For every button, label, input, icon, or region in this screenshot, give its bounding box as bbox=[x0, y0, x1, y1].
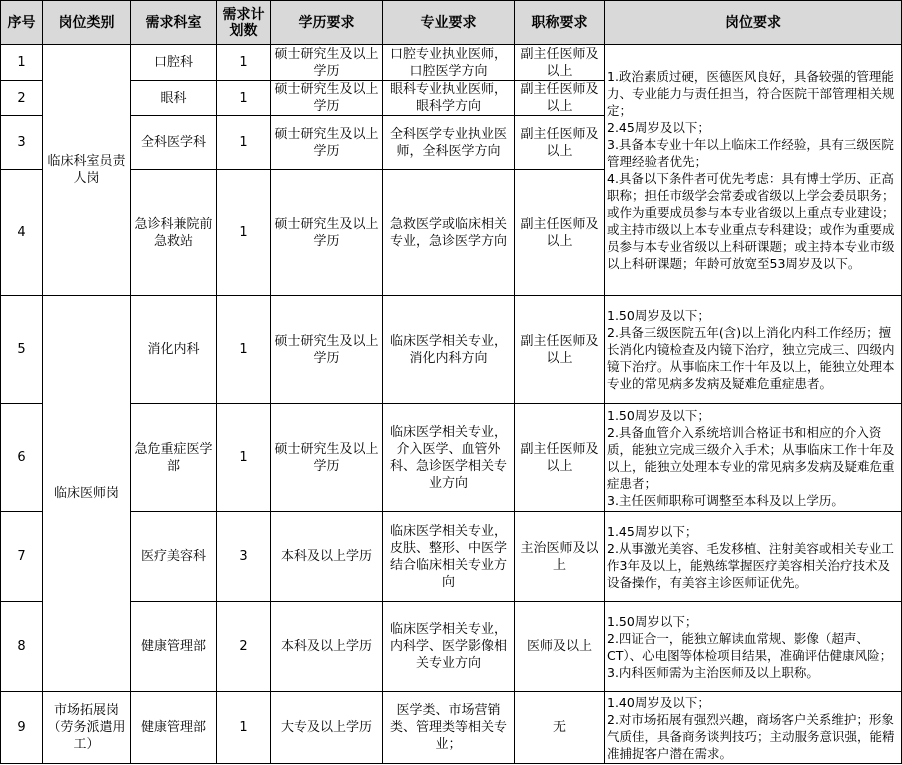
cell-title: 副主任医师及以上 bbox=[515, 296, 605, 404]
req-line: 2.具备三级医院五年(含)以上消化内科工作经历；擅长消化内镜检查及内镜下治疗，独立完成三、四级内镜下治疗。从事临床工作十年及以上，能独立处理本专业的常见病多发病及疑难危重症患者。 bbox=[607, 325, 895, 391]
cell-num: 1 bbox=[217, 404, 271, 512]
table-row bbox=[1, 602, 902, 692]
category-cell: 市场拓展岗（劳务派遣用工） bbox=[43, 692, 131, 764]
req-line: 1.50周岁及以下； bbox=[607, 407, 710, 423]
cell-edu: 本科及以上学历 bbox=[271, 602, 383, 692]
cell-no: 8 bbox=[1, 602, 43, 692]
cell-dept: 急诊科兼院前急救站 bbox=[131, 170, 217, 296]
req-line: 2.从事激光美容、毛发移植、注射美容或相关专业工作3年及以上，能熟练掌握医疗美容相关治疗技术及设备操作，有美容主诊医师证优先。 bbox=[607, 540, 894, 590]
cell-major: 临床医学相关专业，内科学、医学影像相关专业方向 bbox=[383, 602, 515, 692]
header-category: 岗位类别 bbox=[43, 1, 131, 45]
table-row bbox=[1, 692, 902, 764]
cell-title: 副主任医师及以上 bbox=[515, 404, 605, 512]
req-line: 2.具备血管介入系统培训合格证书和相应的介入资质，能独立完成三级介入手术；从事临床工作十年及以上，能独立处理本专业的常见病多发病及疑难危重症患者； bbox=[607, 424, 895, 491]
cell-major: 临床医学相关专业，介入医学、血管外科、急诊医学相关专业方向 bbox=[383, 404, 515, 512]
cell-no: 9 bbox=[1, 692, 43, 764]
cell-edu: 硕士研究生及以上学历 bbox=[271, 116, 383, 170]
table-row bbox=[1, 296, 902, 404]
cell-edu: 硕士研究生及以上学历 bbox=[271, 404, 383, 512]
cell-no: 4 bbox=[1, 170, 43, 296]
req-line: 1.50周岁以下； bbox=[607, 613, 698, 629]
cell-no: 7 bbox=[1, 512, 43, 602]
cell-num: 3 bbox=[217, 512, 271, 602]
req-line: 4.具备以下条件者可优先考虑：具有博士学历、正高职称；担任市级学会常委或省级以上学会委员职务；或作为重要成员参与本专业省级以上重点专业建设；或主持市级以上本专业重点专科建设；或作为重要成员参与本专业省级以上科研课题；或主持本专业市级以上科研课题；年龄可放宽至53周岁及以下。 bbox=[607, 171, 895, 271]
cell-num: 1 bbox=[217, 692, 271, 764]
header-edu: 学历要求 bbox=[271, 1, 383, 45]
header-title: 职称要求 bbox=[515, 1, 605, 45]
req-line: 1.50周岁及以下； bbox=[607, 308, 710, 323]
requirements-cell bbox=[605, 602, 902, 692]
cell-title: 主治医师及以上 bbox=[515, 512, 605, 602]
table-row bbox=[1, 404, 902, 512]
cell-num: 1 bbox=[217, 116, 271, 170]
table-row bbox=[1, 45, 902, 81]
req-line: 3.具备本专业十年以上临床工作经验，具有三级医院管理经验者优先； bbox=[607, 137, 894, 169]
header-req: 岗位要求 bbox=[605, 1, 902, 45]
category-cell: 临床医师岗 bbox=[43, 296, 131, 692]
requirements-cell bbox=[605, 692, 902, 764]
cell-edu: 硕士研究生及以上学历 bbox=[271, 296, 383, 404]
cell-edu: 硕士研究生及以上学历 bbox=[271, 81, 383, 116]
cell-title: 医师及以上 bbox=[515, 602, 605, 692]
cell-dept: 急危重症医学部 bbox=[131, 404, 217, 512]
cell-no: 3 bbox=[1, 116, 43, 170]
cell-major: 口腔专业执业医师，口腔医学方向 bbox=[383, 45, 515, 81]
cell-title: 副主任医师及以上 bbox=[515, 116, 605, 170]
requirements-cell bbox=[605, 45, 902, 296]
req-line: 3.内科医师需为主治医师及以上职称。 bbox=[607, 664, 819, 680]
cell-dept: 眼科 bbox=[131, 81, 217, 116]
cell-dept: 全科医学科 bbox=[131, 116, 217, 170]
header-row bbox=[1, 1, 902, 45]
cell-num: 2 bbox=[217, 602, 271, 692]
cell-edu: 硕士研究生及以上学历 bbox=[271, 45, 383, 81]
cell-no: 6 bbox=[1, 404, 43, 512]
req-line: 3.主任医师职称可调整至本科及以上学历。 bbox=[607, 492, 844, 508]
requirements-cell bbox=[605, 512, 902, 602]
cell-major: 医学类、市场营销类、管理类等相关专业； bbox=[383, 692, 515, 764]
req-line: 1.45周岁以下； bbox=[607, 523, 698, 539]
cell-dept: 消化内科 bbox=[131, 296, 217, 404]
cell-major: 急救医学或临床相关专业，急诊医学方向 bbox=[383, 170, 515, 296]
cell-edu: 本科及以上学历 bbox=[271, 512, 383, 602]
req-line: 1.政治素质过硬，医德医风良好，具备较强的管理能力、专业能力与责任担当，符合医院干部管理相关规定； bbox=[607, 69, 895, 118]
cell-title: 副主任医师及以上 bbox=[515, 45, 605, 81]
cell-num: 1 bbox=[217, 45, 271, 81]
req-line: 2.对市场拓展有强烈兴趣，商场客户关系维护；形象气质佳，具备商务谈判技巧；主动服务意识强，能精准捕捉客户潜在需求。 bbox=[607, 711, 895, 761]
header-major: 专业要求 bbox=[383, 1, 515, 45]
header-num: 需求计划数 bbox=[217, 1, 271, 45]
cell-num: 1 bbox=[217, 81, 271, 116]
requirements-cell bbox=[605, 404, 902, 512]
cell-title: 副主任医师及以上 bbox=[515, 170, 605, 296]
cell-no: 1 bbox=[1, 45, 43, 81]
header-dept: 需求科室 bbox=[131, 1, 217, 45]
req-line: 2.四证合一，能独立解读血常规、影像（超声、CT）、心电图等体检项目结果，准确评估健康风险； bbox=[607, 630, 893, 663]
requirements-cell bbox=[605, 296, 902, 404]
cell-dept: 医疗美容科 bbox=[131, 512, 217, 602]
cell-dept: 口腔科 bbox=[131, 45, 217, 81]
cell-edu: 大专及以上学历 bbox=[271, 692, 383, 764]
cell-major: 临床医学相关专业，皮肤、整形、中医学结合临床相关专业方向 bbox=[383, 512, 515, 602]
cell-no: 2 bbox=[1, 81, 43, 116]
cell-title: 副主任医师及以上 bbox=[515, 81, 605, 116]
cell-title: 无 bbox=[515, 692, 605, 764]
cell-num: 1 bbox=[217, 170, 271, 296]
cell-edu: 硕士研究生及以上学历 bbox=[271, 170, 383, 296]
cell-major: 临床医学相关专业，消化内科方向 bbox=[383, 296, 515, 404]
req-line: 2.45周岁及以下； bbox=[607, 120, 710, 135]
header-no: 序号 bbox=[1, 1, 43, 45]
cell-no: 5 bbox=[1, 296, 43, 404]
cell-major: 眼科专业执业医师，眼科学方向 bbox=[383, 81, 515, 116]
cell-dept: 健康管理部 bbox=[131, 692, 217, 764]
req-line: 1.40周岁及以下； bbox=[607, 694, 710, 710]
cell-dept: 健康管理部 bbox=[131, 602, 217, 692]
cell-major: 全科医学专业执业医师，全科医学方向 bbox=[383, 116, 515, 170]
table-row bbox=[1, 512, 902, 602]
cell-num: 1 bbox=[217, 296, 271, 404]
category-cell: 临床科室员责人岗 bbox=[43, 45, 131, 296]
